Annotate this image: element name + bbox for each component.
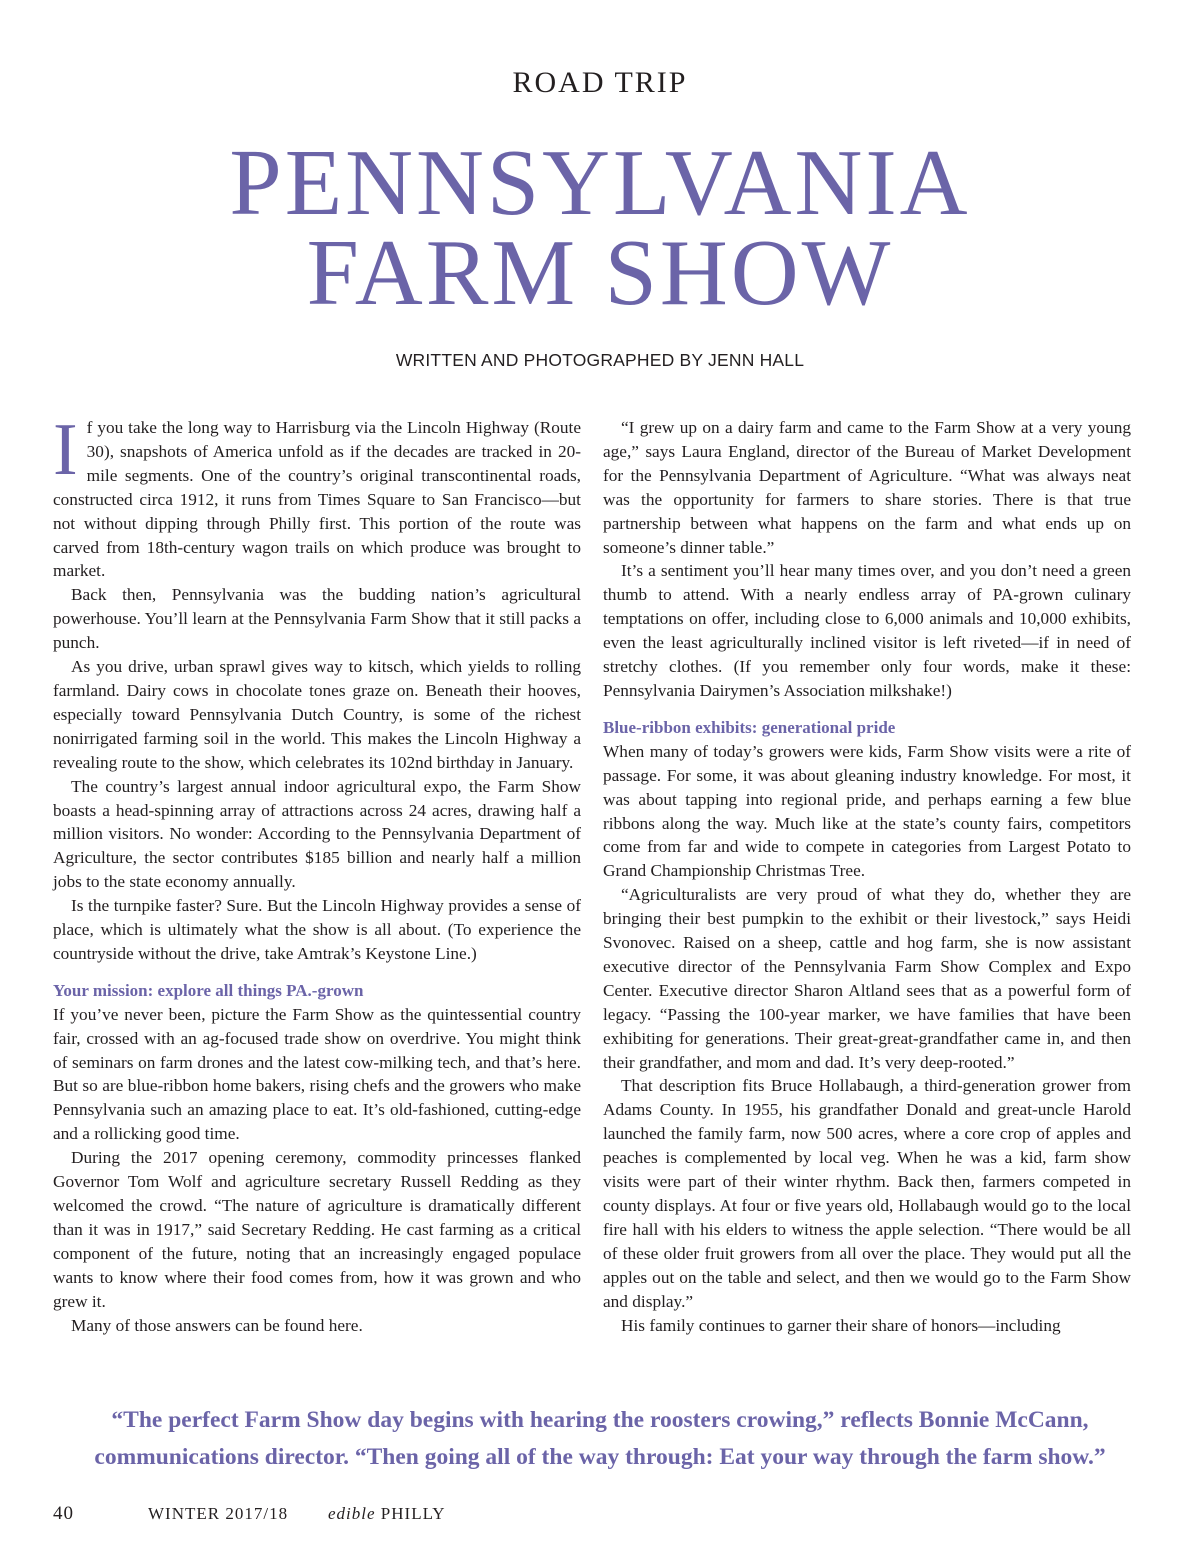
paragraph: If you’ve never been, picture the Farm Show as the quintessential country fair, crossed with an ag-focused trade show on overdrive. You might think of seminars on farm drones and the latest cow-milking tech, and that’s here. But so are blue-ribbon home bakers, rising chefs and the growers who make Pennsylvania such an amazing place to eat. It’s old-fashioned, cutting-edge and a rollicking good time. (53, 1004, 581, 1144)
title-line-2: FARM SHOW (306, 221, 894, 325)
pull-quote-line-1: “The perfect Farm Show day begins with hearing the roosters crowing,” reflects Bonnie McCann, (111, 1407, 1089, 1433)
right-column (603, 416, 1131, 1337)
page-number: 40 (53, 1503, 74, 1524)
drop-cap: I (53, 409, 78, 491)
article-title (0, 131, 1200, 325)
byline: WRITTEN AND PHOTOGRAPHED BY JENN HALL (395, 350, 805, 370)
paragraph: His family continues to garner their share of honors—including (621, 1315, 1061, 1335)
pull-quote-line-2: communications director. “Then going all of the way through: Eat your way through the farm show.” (94, 1444, 1106, 1470)
pull-quote (50, 1402, 1150, 1476)
issue-label: WINTER 2017/18 (148, 1504, 289, 1523)
section-subhead: Your mission: explore all things PA.-grown (53, 980, 364, 1000)
paragraph: Back then, Pennsylvania was the budding nation’s agricultural powerhouse. You’ll learn at the Pennsylvania Farm Show that it still packs a punch. (53, 585, 581, 653)
paragraph (53, 409, 581, 583)
paragraph: That description fits Bruce Hollabaugh, a third-generation grower from Adams County. In 1955, his grandfather Donald and great-uncle Harold launched the family farm, now 500 acres, where a core crop of apples and peaches is complemented by local veg. When he was a kid, farm show visits were part of their winter rhythm. Back then, farmers competed in county displays. At four or five years old, Hollabaugh would go to the local fire hall with his elders to witness the apple selection. “There would be all of these older fruit growers from all over the place. They would put all the apples out on the table and select, and then we would go to the Farm Show and display.” (603, 1076, 1131, 1311)
paragraph: During the 2017 opening ceremony, commodity princesses flanked Governor Tom Wolf and agriculture secretary Russell Redding as they welcomed the crowd. “The nature of agriculture is dramatically different than it was in 1917,” said Secretary Redding. He cast farming as a critical component of the future, noting that an increasingly engaged populace wants to know where their food comes from, how it was grown and who grew it. (53, 1148, 581, 1311)
paragraph: The country’s largest annual indoor agricultural expo, the Farm Show boasts a head-spinning array of attractions across 24 acres, drawing half a million visitors. No wonder: According to the Pennsylvania Department of Agriculture, the sector contributes $185 billion and nearly half a million jobs to the state economy annually. (53, 776, 581, 892)
paragraph: “Agriculturalists are very proud of what they do, whether they are bringing their best pumpkin to the exhibit or their livestock,” says Heidi Svonovec. Raised on a sheep, cattle and hog farm, she is now assistant executive director of the Pennsylvania Farm Show Complex and Expo Center. Executive director Sharon Altland sees that as a powerful form of legacy. “Passing the 100-year marker, we have families that have been exhibiting for generations. Their great-great-grandfather came in, and then their grandfather, and mom and dad. It’s very deep-rooted.” (603, 885, 1131, 1072)
paragraph: “I grew up on a dairy farm and came to the Farm Show at a very young age,” says Laura England, director of the Bureau of Market Development for the Pennsylvania Department of Agriculture. “What was always neat was the opportunity for farmers to share stories. There is that true partnership between what happens on the farm and what ends up on someone’s dinner table.” (603, 418, 1131, 557)
section-kicker: ROAD TRIP (512, 66, 688, 99)
section-subhead: Blue-ribbon exhibits: generational pride (603, 717, 896, 737)
paragraph: When many of today’s growers were kids, Farm Show visits were a rite of passage. For some, it was about gleaning industry knowledge. For most, it was about tapping into regional pride, and perhaps earning a few blue ribbons along the way. Much like at the state’s county fairs, competitors come from far and wide to compete in categories from Largest Potato to Grand Championship Christmas Tree. (603, 741, 1131, 881)
paragraph: Many of those answers can be found here. (71, 1315, 363, 1335)
page-footer (53, 1503, 446, 1525)
paragraph: Is the turnpike faster? Sure. But the Lincoln Highway provides a sense of place, which is ultimately what the show is all about. (To experience the countryside without the drive, take Amtrak’s Keystone Line.) (53, 896, 581, 963)
left-column (53, 409, 581, 1337)
magazine-name: PHILLY (380, 1504, 446, 1523)
paragraph-text: f you take the long way to Harrisburg via the Lincoln Highway (Route 30), snapshots of America unfold as if the decades are tracked in 20-mile segments. One of the country’s original transcontinental roads, constructed circa 1912, it runs from Times Square to San Francisco—but not without dipping through Philly first. This portion of the route was carved from 18th-century wagon trails on which produce was brought to market. (53, 418, 581, 581)
title-line-1: PENNSYLVANIA (229, 131, 971, 235)
paragraph: It’s a sentiment you’ll hear many times over, and you don’t need a green thumb to attend. With a nearly endless array of PA-grown culinary temptations on offer, including close to 6,000 animals and 10,000 exhibits, even the least agriculturally inclined visitor is left riveted—if in need of stretchy clothes. (If you remember only four words, make it these: Pennsylvania Dairymen’s Association milkshake!) (603, 561, 1131, 700)
paragraph: As you drive, urban sprawl gives way to kitsch, which yields to rolling farmland. Dairy cows in chocolate tones graze on. Beneath their hooves, especially toward Pennsylvania Dutch Country, is some of the richest nonirrigated farming soil in the world. This makes the Lincoln Highway a revealing route to the show, which celebrates its 102nd birthday in January. (53, 657, 581, 772)
magazine-name-italic: edible (328, 1504, 376, 1523)
